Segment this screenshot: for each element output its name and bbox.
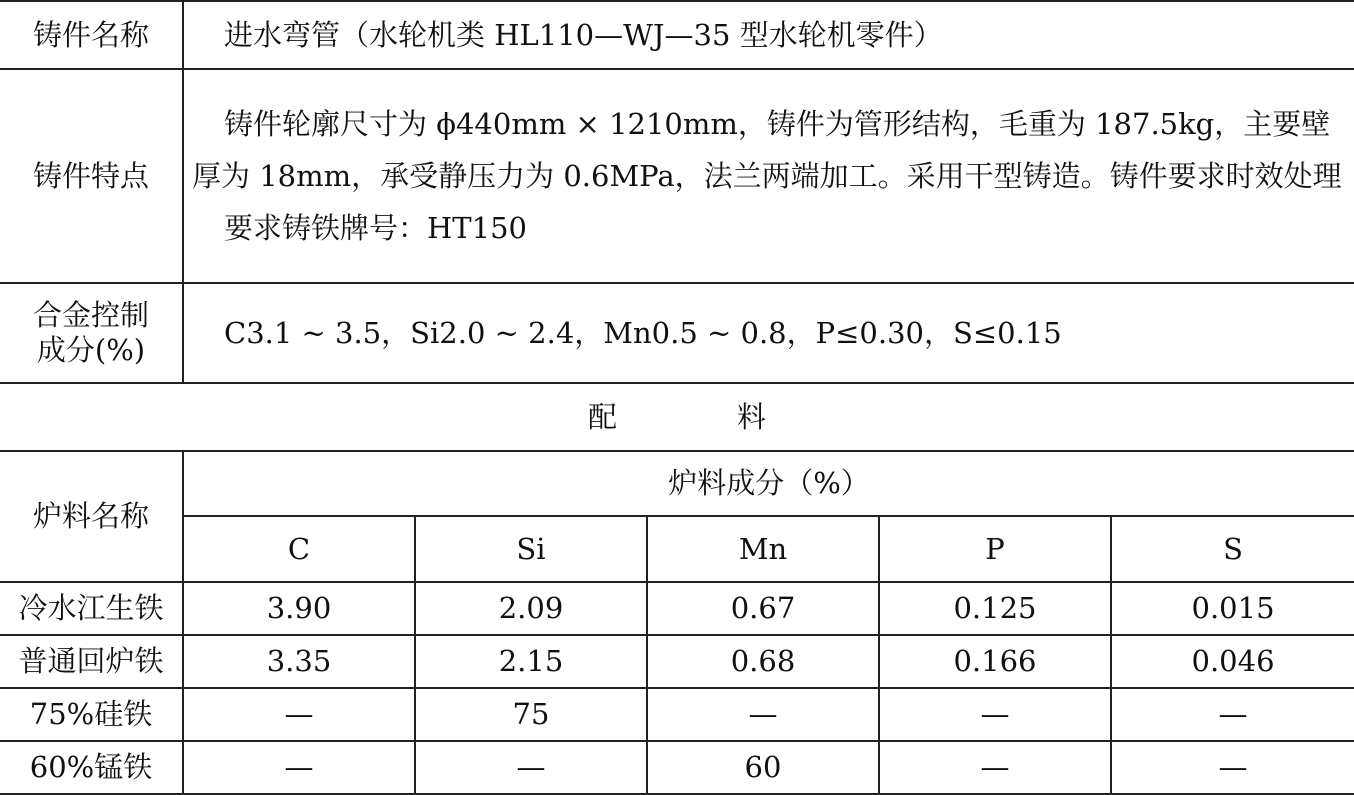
cell-c: 3.35 <box>183 635 415 688</box>
cell-p: 0.166 <box>879 635 1111 688</box>
column-header-s: S <box>1111 516 1354 582</box>
charge-header-row <box>0 451 1354 516</box>
cell-mn: 0.68 <box>647 635 879 688</box>
row-name: 普通回炉铁 <box>0 635 183 688</box>
column-header-c: C <box>183 516 415 582</box>
cell-c: 3.90 <box>183 582 415 635</box>
cell-mn: 0.67 <box>647 582 879 635</box>
table-row <box>0 635 1354 688</box>
alloy-label-line2: 成分(%) <box>36 333 146 367</box>
section-title-char1: 配 <box>588 399 618 434</box>
cell-c: — <box>183 688 415 741</box>
name-row <box>0 1 1354 69</box>
element-header-row <box>0 516 1354 582</box>
charge-name-header: 炉料名称 <box>0 451 183 582</box>
features-value <box>183 69 1354 283</box>
features-grade: 要求铸铁牌号：HT150 <box>224 211 527 245</box>
cell-p: 0.125 <box>879 582 1111 635</box>
alloy-value: C3.1 ~ 3.5，Si2.0 ~ 2.4，Mn0.5 ~ 0.8，P≤0.30，S≤0.15 <box>183 283 1354 383</box>
cell-s: 0.046 <box>1111 635 1354 688</box>
column-header-mn: Mn <box>647 516 879 582</box>
cell-si: 75 <box>415 688 647 741</box>
features-row <box>0 69 1354 283</box>
table-row <box>0 688 1354 741</box>
alloy-label <box>0 283 183 383</box>
column-header-p: P <box>879 516 1111 582</box>
alloy-row <box>0 283 1354 383</box>
name-label: 铸件名称 <box>0 1 183 69</box>
cell-si: 2.15 <box>415 635 647 688</box>
features-description: 铸件轮廓尺寸为 ϕ440mm × 1210mm，铸件为管形结构，毛重为 187.5kg，主要壁厚为 18mm，承受静压力为 0.6MPa，法兰两端加工。采用干型铸造。铸件要求时效处理 <box>192 107 1342 193</box>
cell-s: — <box>1111 688 1354 741</box>
cell-s: — <box>1111 741 1354 794</box>
alloy-label-line1: 合金控制 <box>32 298 149 333</box>
composition-header: 炉料成分（%） <box>183 451 1354 516</box>
row-name: 60%锰铁 <box>0 741 183 794</box>
cell-mn: 60 <box>647 741 879 794</box>
cell-si: — <box>415 741 647 794</box>
cell-c: — <box>183 741 415 794</box>
table-row <box>0 582 1354 635</box>
features-label: 铸件特点 <box>0 69 183 283</box>
row-name: 冷水江生铁 <box>0 582 183 635</box>
cell-p: — <box>879 688 1111 741</box>
section-row <box>0 383 1354 451</box>
cell-mn: — <box>647 688 879 741</box>
table-row <box>0 741 1354 794</box>
column-header-si: Si <box>415 516 647 582</box>
cell-si: 2.09 <box>415 582 647 635</box>
name-value: 进水弯管（水轮机类 HL110—WJ—35 型水轮机零件） <box>183 1 1354 69</box>
row-name: 75%硅铁 <box>0 688 183 741</box>
section-title <box>0 383 1354 451</box>
section-title-char2: 料 <box>737 399 767 434</box>
cell-p: — <box>879 741 1111 794</box>
cell-s: 0.015 <box>1111 582 1354 635</box>
